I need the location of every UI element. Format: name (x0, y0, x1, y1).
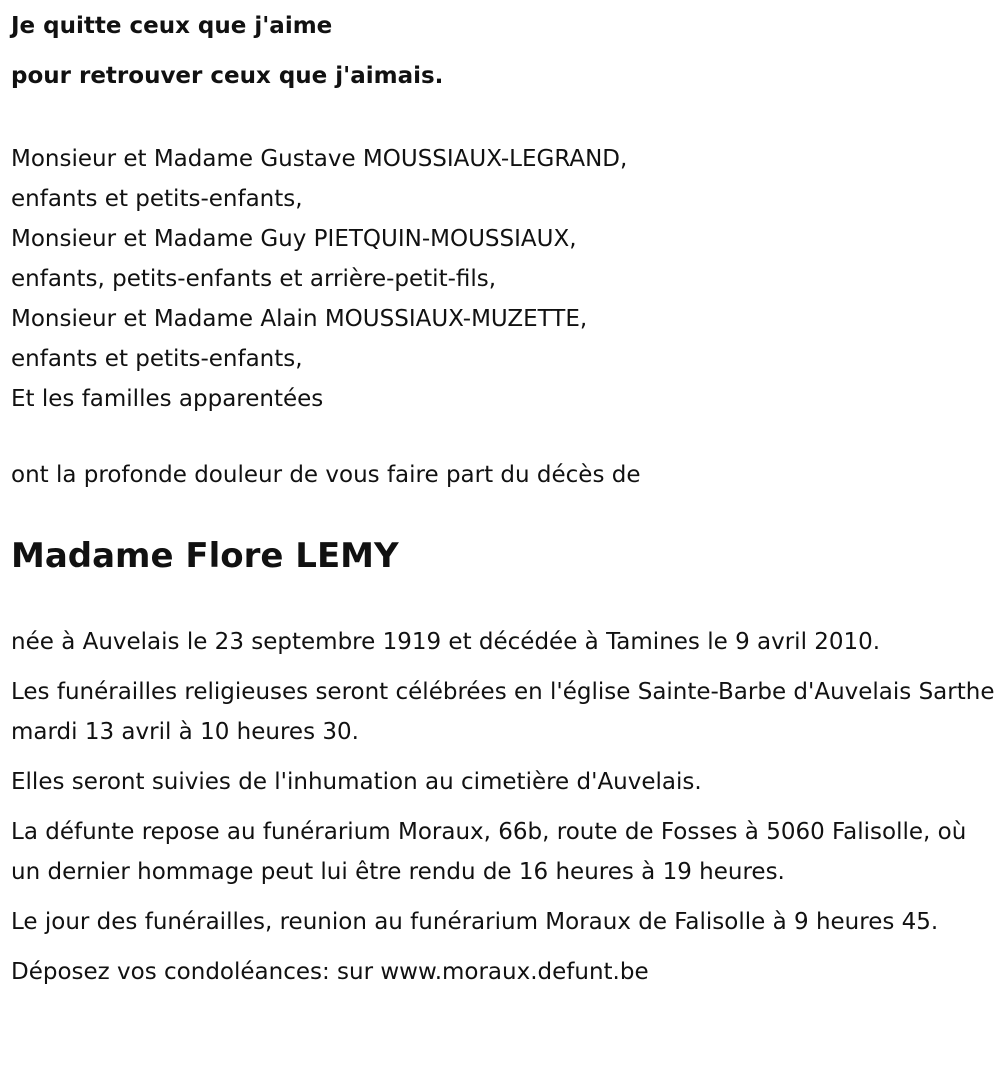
details-paragraph-viewing: La défunte repose au funérarium Moraux, 66b, route de Fosses à 5060 Falisolle, où un dernier hommage peut lui être rendu de 16 heures à 19 heures. (11, 819, 967, 885)
epigraph-line-2: pour retrouver ceux que j'aimais. (11, 63, 444, 89)
epigraph-line-1: Je quitte ceux que j'aime (11, 13, 333, 39)
deceased-name: Madame Flore LEMY (11, 536, 399, 576)
details-paragraph-birth-death: née à Auvelais le 23 septembre 1919 et décédée à Tamines le 9 avril 2010. (11, 629, 881, 655)
details-paragraph-meeting: Le jour des funérailles, reunion au funérarium Moraux de Falisolle à 9 heures 45. (11, 909, 939, 935)
details-paragraph-burial: Elles seront suivies de l'inhumation au cimetière d'Auvelais. (11, 769, 702, 795)
family-line: Monsieur et Madame Guy PIETQUIN-MOUSSIAUX, (11, 226, 577, 252)
funeral-details (11, 622, 996, 1002)
family-line: Monsieur et Madame Alain MOUSSIAUX-MUZETTE, (11, 306, 588, 332)
family-line: enfants, petits-enfants et arrière-petit-fils, (11, 266, 497, 292)
details-paragraph-condolences: Déposez vos condoléances: sur www.moraux.defunt.be (11, 959, 649, 985)
family-line: Monsieur et Madame Gustave MOUSSIAUX-LEGRAND, (11, 146, 628, 172)
announcement-intro: ont la profonde douleur de vous faire part du décès de (11, 462, 641, 488)
details-paragraph-ceremony: Les funérailles religieuses seront célébrées en l'église Sainte-Barbe d'Auvelais Sarthe mardi 13 avril à 10 heures 30. (11, 679, 995, 745)
family-line: Et les familles apparentées (11, 386, 324, 412)
family-line: enfants et petits-enfants, (11, 346, 303, 372)
family-list (11, 139, 627, 419)
family-line: enfants et petits-enfants, (11, 186, 303, 212)
